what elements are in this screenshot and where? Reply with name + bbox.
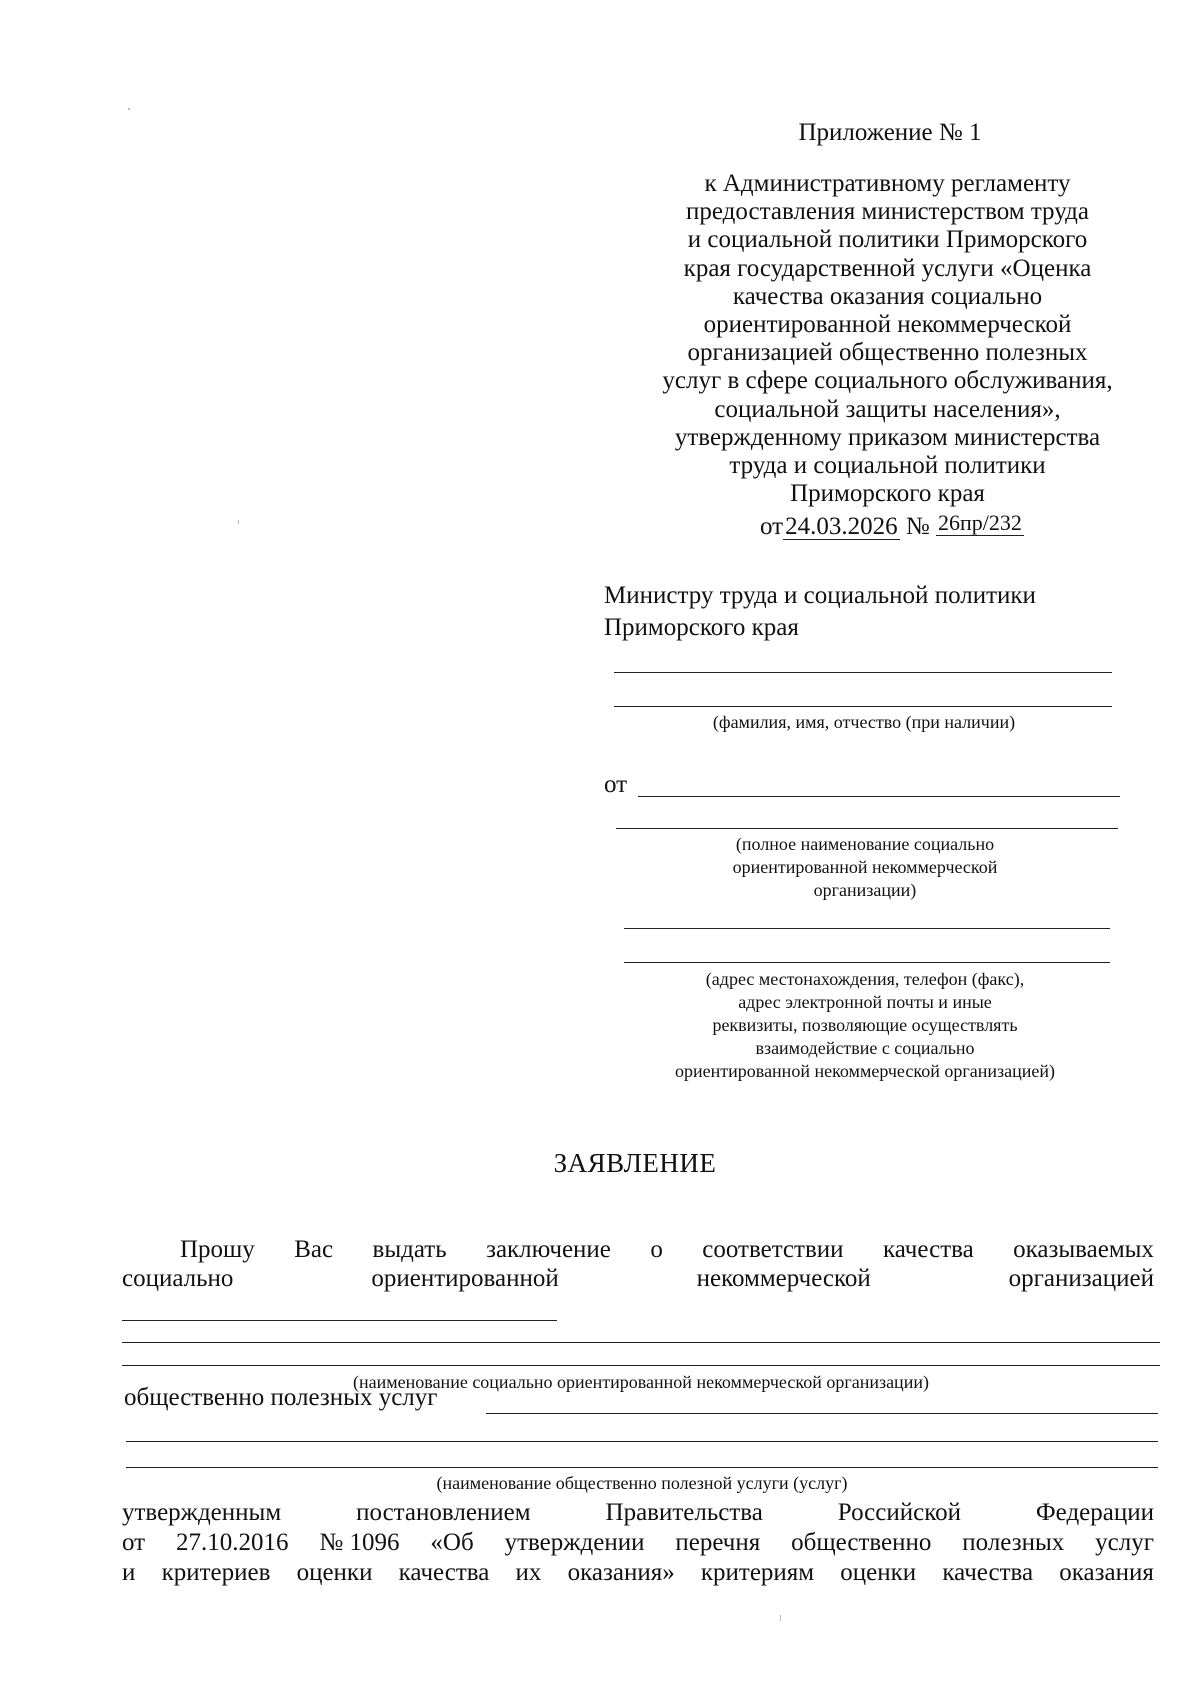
word: качества: [398, 1559, 490, 1586]
paragraph-line: [180, 1235, 1154, 1265]
word: оказания: [1059, 1559, 1154, 1586]
caption-line: взаимодействие с социально: [755, 1038, 975, 1058]
service-blank-line: [126, 1467, 1158, 1468]
caption-line: (полное наименование социально: [735, 834, 995, 854]
fio-blank-line: [614, 672, 1112, 673]
word: о: [650, 1236, 663, 1263]
word: утверждении: [504, 1529, 645, 1556]
word: Федерации: [1035, 1499, 1154, 1526]
word: Правительства: [605, 1499, 763, 1526]
address-blank-line: [624, 962, 1110, 963]
fio-blank-line: [614, 706, 1112, 707]
word: услуг: [1095, 1529, 1154, 1556]
annex-line: Приморского края: [790, 480, 985, 508]
caption-line: ориентированной некоммерческой организацией): [675, 1061, 1055, 1081]
paragraph-line: [122, 1528, 1154, 1558]
addressee-block: [604, 580, 1036, 644]
word: критериев: [161, 1559, 271, 1586]
word: от: [122, 1529, 146, 1556]
word: оказываемых: [1013, 1236, 1154, 1263]
annex-line: организацией общественно полезных: [687, 339, 1088, 367]
word: некоммерческой: [696, 1265, 871, 1292]
org-blank-line: [122, 1320, 557, 1321]
word: перечня: [675, 1529, 761, 1556]
annex-line: услуг в сфере социального обслуживания,: [662, 367, 1113, 395]
paragraph-line: [122, 1264, 1154, 1294]
annex-line: к Административному регламенту: [704, 170, 1071, 197]
annex-line: предоставления министерством труда: [686, 198, 1089, 226]
annex-line: ориентированной некоммерческой: [703, 311, 1072, 339]
caption-line: организации): [813, 880, 917, 900]
annex-line: социальной защиты населения»,: [714, 395, 1061, 423]
org-blank-line: [122, 1365, 1160, 1366]
word: оказания»: [567, 1559, 675, 1586]
service-blank-line: [486, 1413, 1158, 1414]
org-blank-line: [122, 1342, 1160, 1343]
statement-title: ЗАЯВЛЕНИЕ: [553, 1148, 717, 1178]
word: и: [122, 1559, 136, 1586]
sender-name-caption: [620, 833, 1110, 902]
paragraph-line: [122, 1558, 1154, 1588]
word: утвержденным: [122, 1499, 282, 1526]
sender-blank-line: [638, 796, 1120, 797]
order-number: 26пр/232: [937, 510, 1022, 535]
service-caption: [126, 1472, 1158, 1495]
word: постановлением: [356, 1499, 531, 1526]
word: критериям: [700, 1559, 815, 1586]
service-blank-line: [126, 1441, 1158, 1442]
word: № 1096: [319, 1529, 400, 1556]
word: оценки: [296, 1559, 373, 1586]
addressee-line: Приморского края: [604, 614, 799, 641]
scan-speck: [128, 108, 130, 110]
word: Вас: [294, 1236, 334, 1263]
address-caption: [600, 968, 1130, 1083]
annex-line: утвержденному приказом министерства: [674, 423, 1101, 451]
caption-line: (наименование социально ориентированной некоммерческой организации): [353, 1372, 929, 1392]
word: ориентированной: [371, 1265, 559, 1292]
word: Прошу: [180, 1236, 255, 1263]
annex-line: труда и социальной политики: [729, 452, 1046, 480]
sender-blank-line: [616, 828, 1118, 829]
order-prefix: от: [760, 513, 784, 540]
order-number-sign: №: [905, 513, 930, 540]
annex-line: качества оказания социально: [732, 282, 1043, 310]
word: соответствии: [702, 1236, 844, 1263]
order-date: 24.03.2026: [785, 513, 898, 540]
word: качества: [942, 1559, 1034, 1586]
word: выдать: [372, 1236, 447, 1263]
word: оценки: [840, 1559, 917, 1586]
word: «Об: [430, 1529, 474, 1556]
caption-line: (фамилия, имя, отчество (при наличии): [712, 712, 1016, 732]
caption-line: (адрес местонахождения, телефон (факс),: [705, 969, 1025, 989]
word: организацией: [1008, 1265, 1154, 1292]
scan-speck: [780, 1615, 781, 1621]
from-label: от: [604, 771, 628, 798]
fio-caption: [604, 711, 1124, 734]
paragraph-line: [122, 1498, 1154, 1528]
word: социально: [122, 1265, 234, 1292]
address-blank-line: [624, 928, 1110, 929]
annex-reference: [625, 170, 1150, 508]
caption-line: реквизиты, позволяющие осуществлять: [712, 1015, 1018, 1035]
word: полезных: [962, 1529, 1065, 1556]
caption-line: адрес электронной почты и иные: [738, 992, 992, 1012]
addressee-line: Министру труда и социальной политики: [604, 582, 1036, 609]
word: заключение: [486, 1236, 611, 1263]
order-reference: [760, 512, 1024, 542]
annex-title: Приложение № 1: [798, 119, 982, 146]
caption-line: (наименование общественно полезной услуги (услуг): [436, 1473, 848, 1493]
word: качества: [882, 1236, 974, 1263]
scan-speck: [238, 520, 239, 524]
annex-line: края государственной услуги «Оценка: [683, 254, 1092, 282]
annex-line: и социальной политики Приморского: [687, 226, 1088, 254]
services-label: общественно полезных услуг: [124, 1384, 438, 1411]
word: их: [515, 1559, 542, 1586]
word: 27.10.2016: [176, 1529, 289, 1556]
word: общественно: [791, 1529, 932, 1556]
caption-line: ориентированной некоммерческой: [732, 857, 998, 877]
word: Российской: [837, 1499, 961, 1526]
